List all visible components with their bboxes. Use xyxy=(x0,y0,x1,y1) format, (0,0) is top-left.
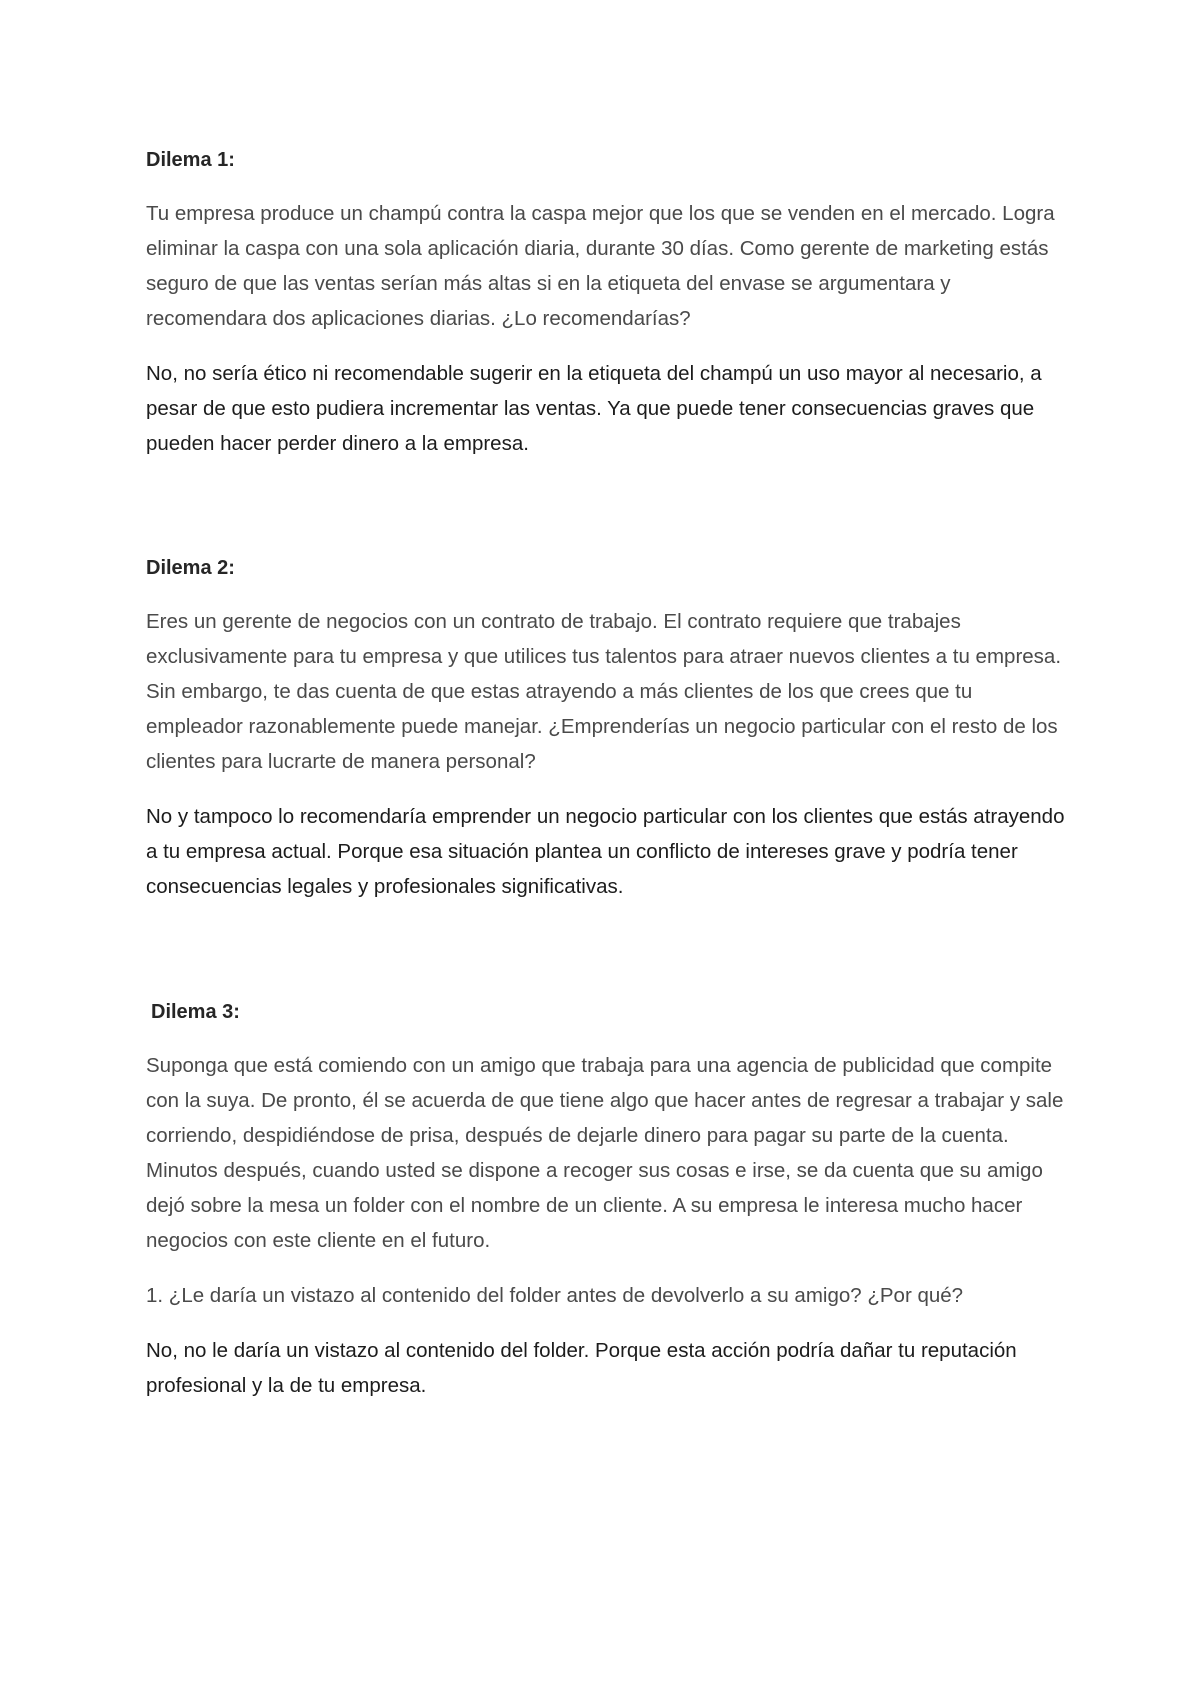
dilema-2-title: Dilema 2: xyxy=(146,557,235,579)
dilema-3-sub-question: 1. ¿Le daría un vistazo al contenido del folder antes de devolverlo a su amigo? ¿Por qué? xyxy=(146,1284,964,1307)
dilema-3-section xyxy=(146,998,1071,1403)
dilema-3-question: Suponga que está comiendo con un amigo que trabaja para una agencia de publicidad que compite con la suya. De pronto, él se acuerda de que tiene algo que hacer antes de regresar a trabajar y sale corriendo, despidiéndose de prisa, después de dejarle dinero para pagar su parte de la cuenta. Minutos después, cuando usted se dispone a recoger sus cosas e irse, se da cuenta que su amigo dejó sobre la mesa un folder con el nombre de un cliente. A su empresa le interesa mucho hacer negocios con este cliente en el futuro. xyxy=(146,1054,1064,1252)
dilema-3-answer: No, no le daría un vistazo al contenido del folder. Porque esta acción podría dañar tu reputación profesional y la de tu empresa. xyxy=(146,1339,1017,1397)
dilema-1-answer: No, no sería ético ni recomendable sugerir en la etiqueta del champú un uso mayor al necesario, a pesar de que esto pudiera incrementar las ventas. Ya que puede tener consecuencias graves que pueden hacer perder dinero a la empresa. xyxy=(146,362,1042,455)
dilema-3-title: Dilema 3: xyxy=(151,1001,240,1023)
dilema-2-question: Eres un gerente de negocios con un contrato de trabajo. El contrato requiere que trabajes exclusivamente para tu empresa y que utilices tus talentos para atraer nuevos clientes a tu empresa. Sin embargo, te das cuenta de que estas atrayendo a más clientes de los que crees que tu empleador razonablemente puede manejar. ¿Emprenderías un negocio particular con el resto de los clientes para lucrarte de manera personal? xyxy=(146,610,1062,773)
dilema-1-section xyxy=(146,146,1066,461)
dilema-1-question: Tu empresa produce un champú contra la caspa mejor que los que se venden en el mercado. Logra eliminar la caspa con una sola aplicación diaria, durante 30 días. Como gerente de marketing estás seguro de que las ventas serían más altas si en la etiqueta del envase se argumentara y recomendara dos aplicaciones diarias. ¿Lo recomendarías? xyxy=(146,202,1055,330)
dilema-2-answer: No y tampoco lo recomendaría emprender un negocio particular con los clientes que estás atrayendo a tu empresa actual. Porque esa situación plantea un conflicto de intereses grave y podría tener consecuencias legales y profesionales significativas. xyxy=(146,805,1065,898)
dilema-1-title: Dilema 1: xyxy=(146,149,235,171)
dilema-2-section xyxy=(146,554,1066,904)
